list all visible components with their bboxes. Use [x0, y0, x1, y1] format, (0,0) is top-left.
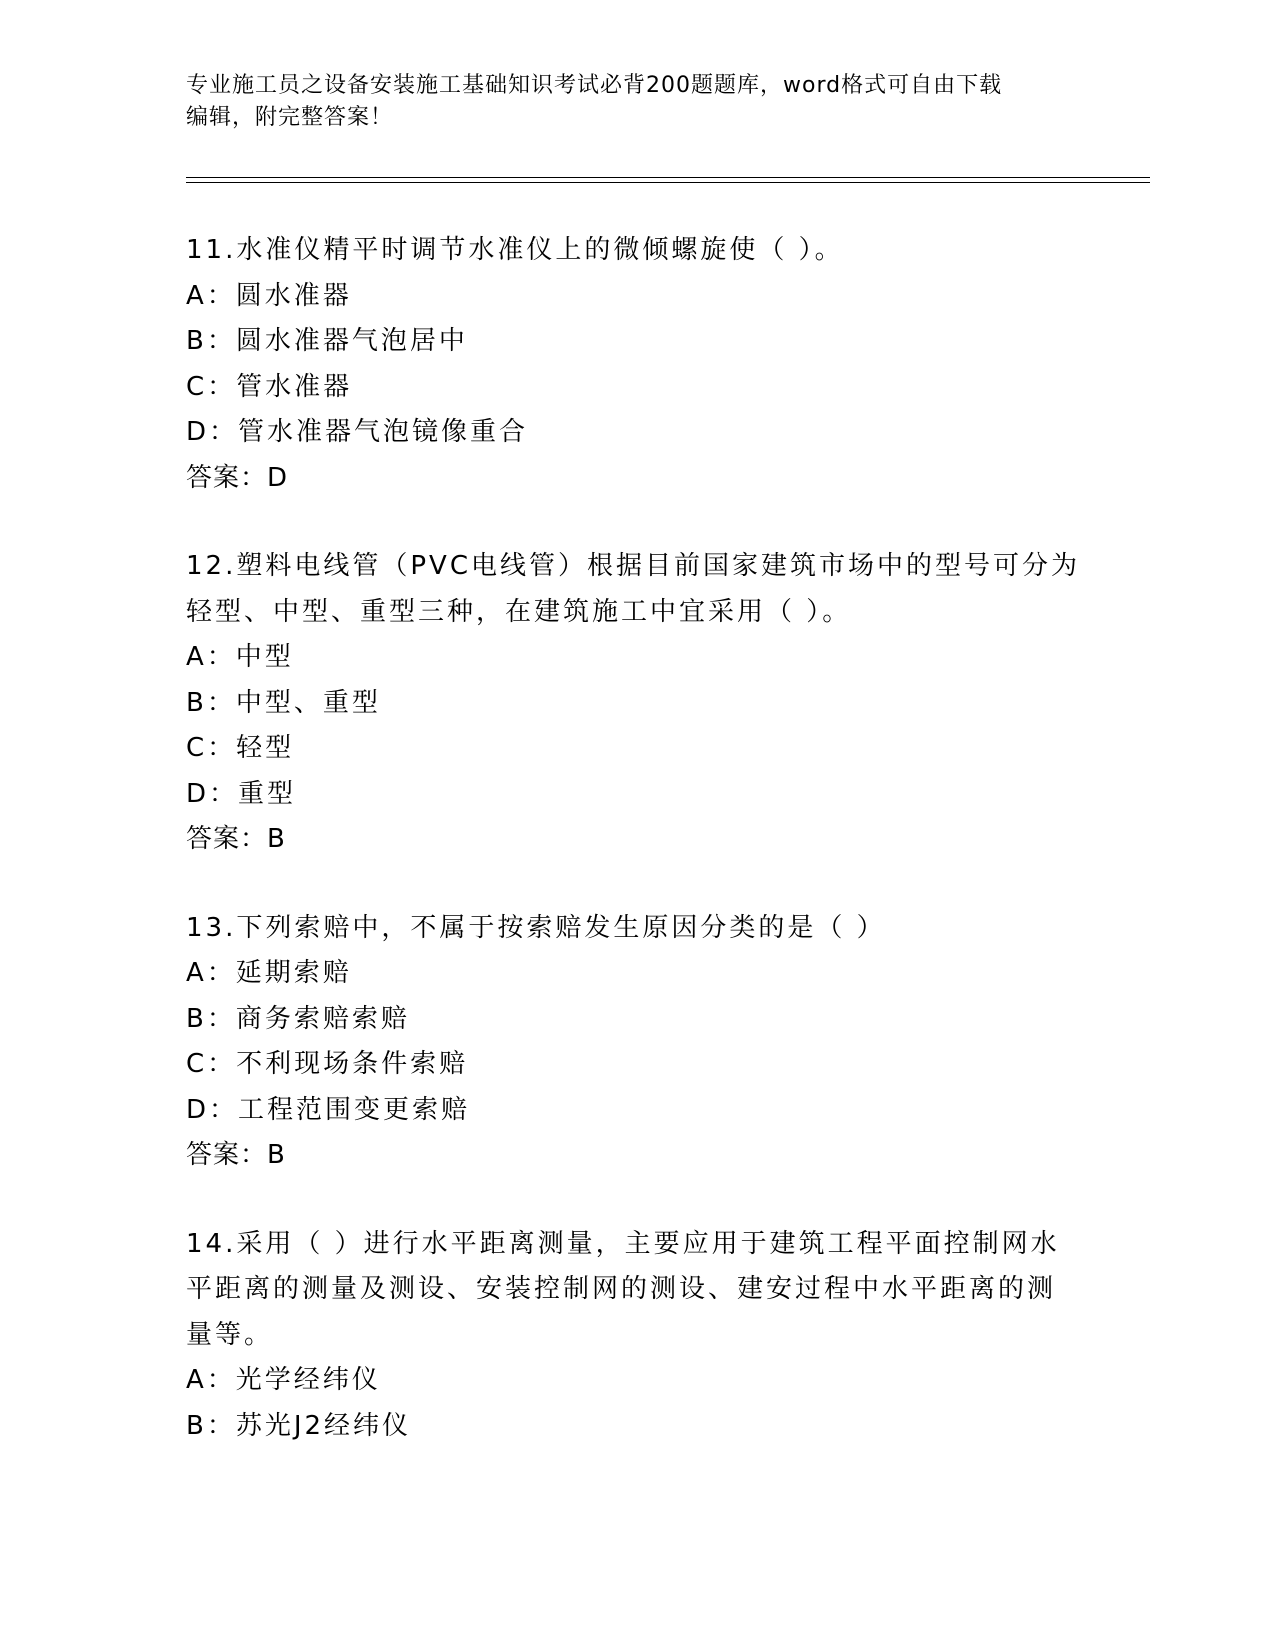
header-title-line: 编辑，附完整答案！: [186, 105, 394, 130]
question-stem: 12.塑料电线管（PVC电线管）根据目前国家建筑市场中的型号可分为: [186, 551, 1080, 581]
question-13: [186, 906, 1086, 1179]
answer-line: 答案：B: [186, 1140, 286, 1170]
header-divider: [186, 177, 1150, 183]
option-c: C：管水准器: [186, 371, 353, 402]
option-d: D：工程范围变更索赔: [186, 1094, 471, 1125]
answer-line: 答案：B: [186, 824, 286, 854]
option-c: C：轻型: [186, 733, 295, 763]
option-a: A：延期索赔: [186, 958, 352, 988]
question-stem: 14.采用（ ）进行水平距离测量，主要应用于建筑工程平面控制网水: [186, 1228, 1060, 1259]
option-a: A：圆水准器: [186, 280, 352, 311]
answer-line: 答案：D: [186, 462, 289, 493]
question-stem: 平距离的测量及测设、安装控制网的测设、建安过程中水平距离的测: [186, 1274, 1057, 1304]
option-a: A：中型: [186, 642, 294, 672]
option-a: A：光学经纬仪: [186, 1365, 381, 1395]
question-list: [186, 228, 1086, 1492]
option-d: D：管水准器气泡镜像重合: [186, 417, 529, 447]
question-14: [186, 1222, 1086, 1450]
option-b: B：中型、重型: [186, 687, 381, 718]
option-d: D：重型: [186, 778, 297, 809]
header-title-line: 专业施工员之设备安装施工基础知识考试必背200题题库，word格式可自由下载: [186, 73, 1003, 98]
option-b: B：苏光J2经纬仪: [186, 1410, 412, 1441]
option-b: B：商务索赔索赔: [186, 1003, 410, 1034]
question-stem: 11.水准仪精平时调节水准仪上的微倾螺旋使（ ）。: [186, 235, 844, 265]
document-header: [186, 70, 1086, 134]
question-stem: 13.下列索赔中，不属于按索赔发生原因分类的是（ ）: [186, 912, 886, 943]
question-stem: 量等。: [186, 1319, 274, 1350]
option-b: B：圆水准器气泡居中: [186, 326, 468, 356]
option-c: C：不利现场条件索赔: [186, 1049, 469, 1079]
question-12: [186, 544, 1086, 863]
question-11: [186, 228, 1086, 501]
question-stem: 轻型、中型、重型三种，在建筑施工中宜采用（ ）。: [186, 596, 852, 627]
